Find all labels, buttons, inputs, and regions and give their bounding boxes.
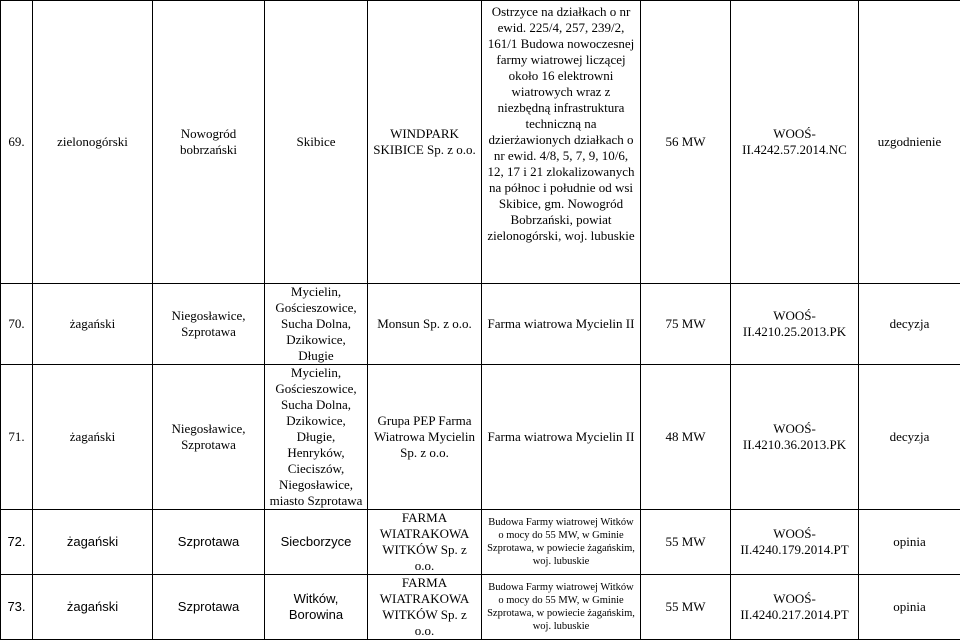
miejscowosc-cell: Witków, Borowina [265, 575, 368, 640]
inwestor-cell: Monsun Sp. z o.o. [368, 284, 482, 365]
table-row [1, 365, 960, 510]
powiat-cell: żagański [33, 284, 153, 365]
moc-cell: 56 MW [641, 1, 731, 284]
inwestor-cell: WINDPARK SKIBICE Sp. z o.o. [368, 1, 482, 284]
opis-cell: Farma wiatrowa Mycielin II [482, 284, 641, 365]
row-number: 70. [1, 284, 33, 365]
opis-cell: Budowa Farmy wiatrowej Witków o mocy do 55 MW, w Gminie Szprotawa, w powiecie żagańskim, woj. lubuskie [482, 510, 641, 575]
row-number: 69. [1, 1, 33, 284]
inwestor-cell: FARMA WIATRAKOWA WITKÓW Sp. z o.o. [368, 510, 482, 575]
status-cell: decyzja [859, 365, 960, 510]
powiat-cell: żagański [33, 365, 153, 510]
opis-cell: Ostrzyce na działkach o nr ewid. 225/4, 257, 239/2, 161/1 Budowa nowoczesnej farmy wiatrowej liczącej około 16 elektrowni wiatrowych wraz z niezbędną infrastruktura techniczną na dzierżawionych działkach o nr ewid. 4/8, 5, 7, 9, 10/6, 12, 17 i 21 zlokalizowanych na północ i południe od wsi Skibice, gm. Nowogród Bobrzański, powiat zielonogórski, woj. lubuskie [482, 1, 641, 284]
sygnatura-cell: WOOŚ-II.4210.25.2013.PK [731, 284, 859, 365]
table-row [1, 284, 960, 365]
gmina-cell: Szprotawa [153, 510, 265, 575]
inwestor-cell: FARMA WIATRAKOWA WITKÓW Sp. z o.o. [368, 575, 482, 640]
sygnatura-cell: WOOŚ-II.4242.57.2014.NC [731, 1, 859, 284]
row-number: 71. [1, 365, 33, 510]
status-cell: opinia [859, 510, 960, 575]
gmina-cell: Szprotawa [153, 575, 265, 640]
moc-cell: 75 MW [641, 284, 731, 365]
miejscowosc-cell: Mycielin, Gościeszowice, Sucha Dolna, Dzikowice, Długie [265, 284, 368, 365]
miejscowosc-cell: Siecborzyce [265, 510, 368, 575]
moc-cell: 48 MW [641, 365, 731, 510]
status-cell: decyzja [859, 284, 960, 365]
opis-cell: Farma wiatrowa Mycielin II [482, 365, 641, 510]
status-cell: uzgodnienie [859, 1, 960, 284]
gmina-cell: Niegosławice, Szprotawa [153, 365, 265, 510]
row-number: 73. [1, 575, 33, 640]
sygnatura-cell: WOOŚ-II.4210.36.2013.PK [731, 365, 859, 510]
table-row [1, 575, 960, 640]
moc-cell: 55 MW [641, 510, 731, 575]
opis-cell: Budowa Farmy wiatrowej Witków o mocy do 55 MW, w Gminie Szprotawa, w powiecie żagańskim, woj. lubuskie [482, 575, 641, 640]
table-row [1, 1, 960, 284]
sygnatura-cell: WOOŚ-II.4240.179.2014.PT [731, 510, 859, 575]
gmina-cell: Nowogród bobrzański [153, 1, 265, 284]
moc-cell: 55 MW [641, 575, 731, 640]
powiat-cell: zielonogórski [33, 1, 153, 284]
inwestor-cell: Grupa PEP Farma Wiatrowa Mycielin Sp. z o.o. [368, 365, 482, 510]
sygnatura-cell: WOOŚ-II.4240.217.2014.PT [731, 575, 859, 640]
status-cell: opinia [859, 575, 960, 640]
table-row [1, 510, 960, 575]
row-number: 72. [1, 510, 33, 575]
miejscowosc-cell: Skibice [265, 1, 368, 284]
miejscowosc-cell: Mycielin, Gościeszowice, Sucha Dolna, Dzikowice, Długie, Henryków, Cieciszów, Niegosławice, miasto Szprotawa [265, 365, 368, 510]
powiat-cell: żagański [33, 510, 153, 575]
gmina-cell: Niegosławice, Szprotawa [153, 284, 265, 365]
powiat-cell: żagański [33, 575, 153, 640]
